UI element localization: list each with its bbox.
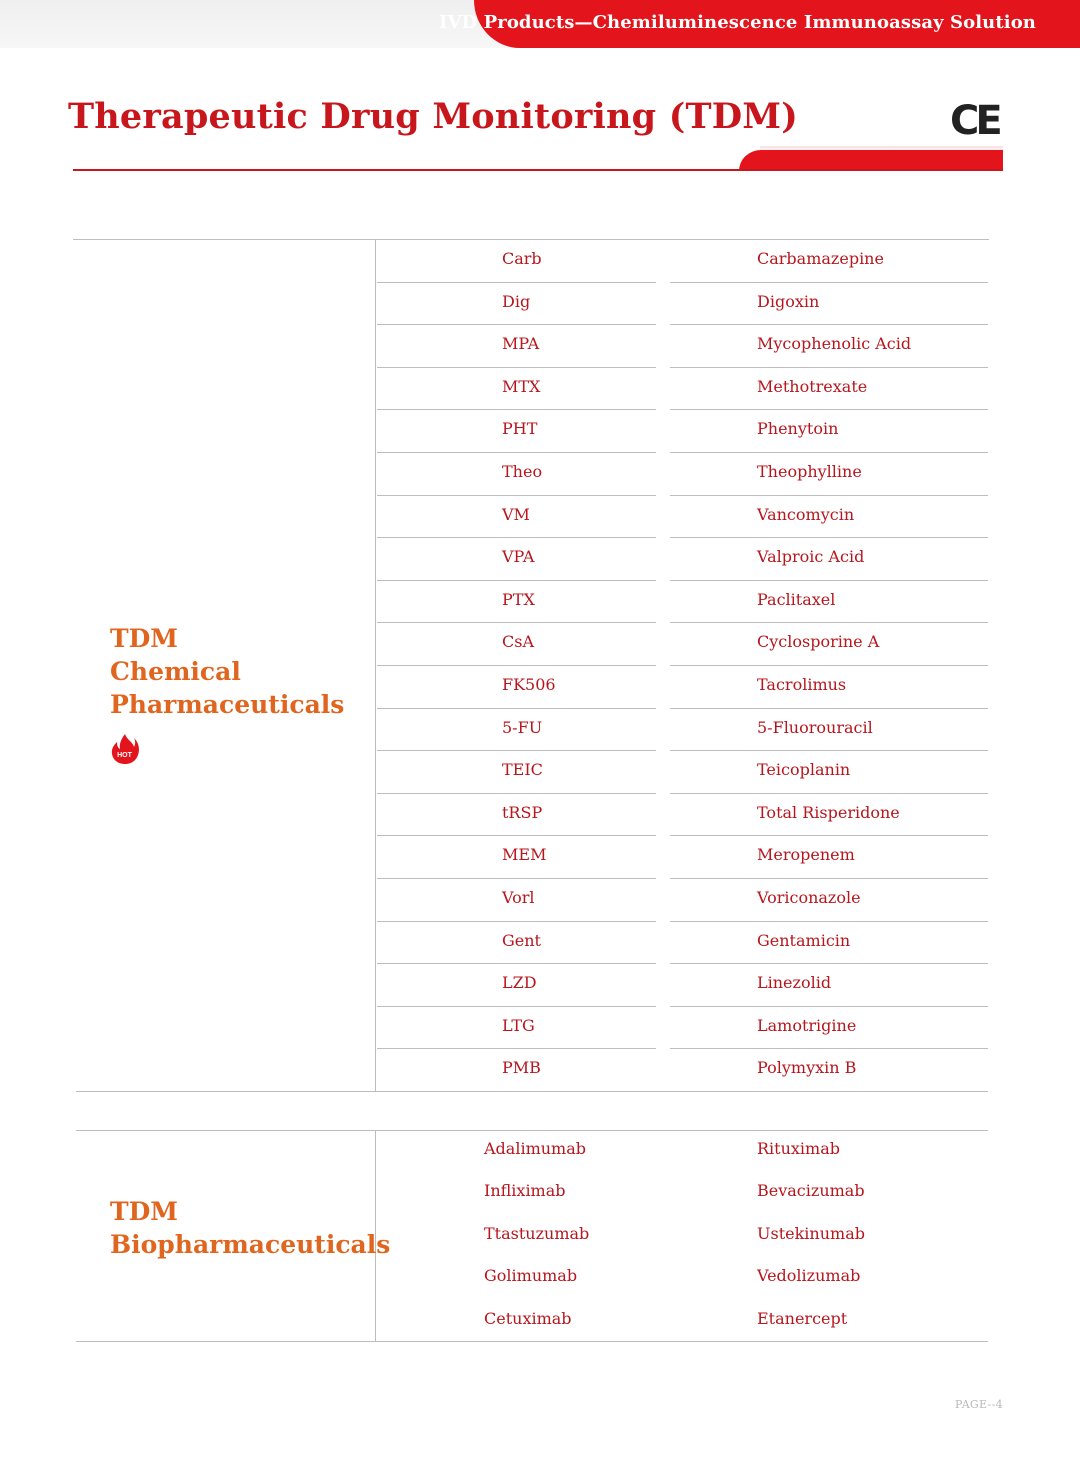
abbr-cell: MEM (502, 845, 547, 865)
name-cell: Phenytoin (757, 419, 839, 439)
row-rule (377, 921, 656, 922)
chemical-label-line: Pharmaceuticals (110, 690, 345, 719)
hot-badge-text: HOT (117, 752, 132, 759)
bio-label-line: Biopharmaceuticals (110, 1230, 391, 1259)
name-cell: Paclitaxel (757, 589, 836, 609)
row-rule (377, 495, 656, 496)
row-rule (670, 495, 988, 496)
row-rule (670, 835, 988, 836)
abbr-cell: PMB (502, 1058, 541, 1078)
name-cell: Linezolid (757, 973, 832, 993)
page-title: Therapeutic Drug Monitoring (TDM) (68, 96, 798, 137)
row-rule (377, 537, 656, 538)
row-rule (377, 324, 656, 325)
row-rule (670, 452, 988, 453)
abbr-cell: LZD (502, 973, 537, 993)
abbr-cell: VPA (502, 547, 535, 567)
header-tab (438, 0, 1080, 48)
name-cell: Mycophenolic Acid (757, 334, 912, 354)
bio-left-cell: Ttastuzumab (484, 1223, 590, 1243)
row-rule (670, 324, 988, 325)
row-rule (670, 367, 988, 368)
row-rule (377, 1048, 656, 1049)
row-rule (377, 622, 656, 623)
abbr-cell: LTG (502, 1015, 535, 1035)
abbr-cell: tRSP (502, 802, 543, 822)
name-cell: 5-Fluorouracil (757, 717, 873, 737)
row-rule (670, 878, 988, 879)
bio-left-cell: Infliximab (484, 1181, 566, 1201)
name-cell: Digoxin (757, 291, 820, 311)
chemical-label-line: TDM (110, 624, 178, 653)
name-cell: Methotrexate (757, 376, 868, 396)
row-rule (670, 282, 988, 283)
abbr-cell: VM (502, 504, 530, 524)
abbr-cell: Theo (502, 462, 543, 481)
abbr-cell: CsA (502, 632, 535, 652)
bio-left-cell: Golimumab (484, 1266, 578, 1286)
table-top-rule (76, 1130, 988, 1131)
row-rule (670, 537, 988, 538)
row-rule (670, 1006, 988, 1007)
chemical-label-line: Chemical (110, 657, 241, 686)
name-cell: Meropenem (757, 845, 855, 865)
name-cell: Tacrolimus (757, 675, 847, 694)
row-rule (377, 835, 656, 836)
page-number: PAGE--4 (955, 1398, 1003, 1411)
bio-right-cell: Etanercept (757, 1308, 848, 1328)
row-rule (670, 580, 988, 581)
name-cell: Vancomycin (757, 504, 855, 524)
row-rule (377, 452, 656, 453)
table-bottom-rule (76, 1341, 988, 1342)
abbr-cell: PHT (502, 419, 538, 439)
row-rule (670, 963, 988, 964)
table-divider (375, 239, 376, 1091)
name-cell: Polymyxin B (757, 1058, 857, 1078)
chemical-section-label (110, 622, 344, 721)
table-top-rule (73, 239, 989, 240)
abbr-cell: PTX (502, 589, 535, 609)
bio-right-cell: Vedolizumab (757, 1266, 861, 1286)
header-banner-text: IVD Products—Chemiluminescence Immunoassay Solution (438, 12, 1036, 33)
table-bottom-rule (76, 1091, 988, 1092)
title-rule (73, 169, 1003, 171)
row-rule (377, 793, 656, 794)
name-cell: Theophylline (757, 462, 862, 481)
name-cell: Teicoplanin (757, 760, 851, 780)
name-cell: Carbamazepine (757, 249, 884, 268)
row-rule (670, 409, 988, 410)
row-rule (377, 708, 656, 709)
bio-section-label (110, 1195, 390, 1261)
row-rule (377, 1006, 656, 1007)
row-rule (377, 282, 656, 283)
row-rule (670, 1048, 988, 1049)
row-rule (377, 367, 656, 368)
hot-flame-icon (110, 733, 140, 765)
abbr-cell: Vorl (502, 888, 535, 907)
row-rule (670, 793, 988, 794)
row-rule (670, 708, 988, 709)
name-cell: Total Risperidone (757, 802, 900, 822)
bio-label-line: TDM (110, 1197, 178, 1226)
abbr-cell: 5-FU (502, 717, 543, 737)
row-rule (670, 622, 988, 623)
row-rule (670, 750, 988, 751)
row-rule (377, 580, 656, 581)
row-rule (377, 963, 656, 964)
abbr-cell: Dig (502, 291, 531, 311)
bio-left-cell: Adalimumab (484, 1139, 586, 1158)
title-accent-bar (739, 150, 1003, 171)
ce-mark-icon: CE (950, 98, 999, 144)
row-rule (377, 409, 656, 410)
abbr-cell: Carb (502, 249, 542, 268)
row-rule (377, 665, 656, 666)
row-rule (670, 921, 988, 922)
name-cell: Voriconazole (757, 888, 861, 907)
abbr-cell: Gent (502, 930, 541, 950)
name-cell: Cyclosporine A (757, 632, 880, 652)
abbr-cell: FK506 (502, 675, 556, 694)
abbr-cell: TEIC (502, 760, 543, 780)
bio-left-cell: Cetuximab (484, 1308, 572, 1328)
name-cell: Valproic Acid (757, 547, 865, 567)
row-rule (377, 878, 656, 879)
bio-right-cell: Bevacizumab (757, 1181, 865, 1201)
row-rule (670, 665, 988, 666)
name-cell: Gentamicin (757, 930, 851, 950)
abbr-cell: MPA (502, 334, 540, 354)
abbr-cell: MTX (502, 376, 541, 396)
name-cell: Lamotrigine (757, 1015, 857, 1035)
row-rule (377, 750, 656, 751)
bio-right-cell: Ustekinumab (757, 1223, 865, 1243)
bio-right-cell: Rituximab (757, 1139, 840, 1158)
